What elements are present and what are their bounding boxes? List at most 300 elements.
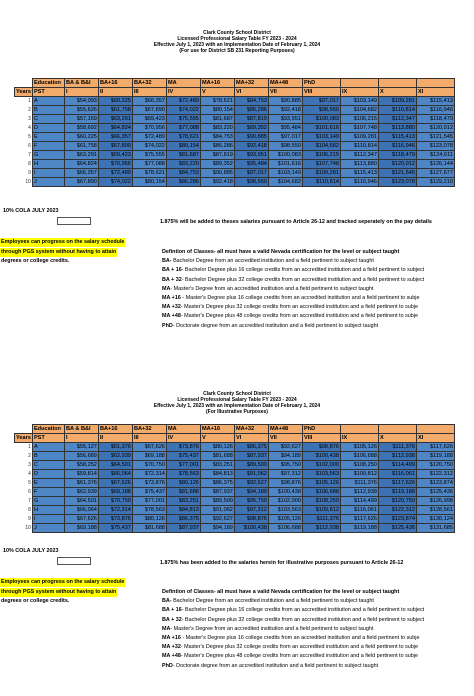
salary-cell[interactable]: $127,677 <box>416 169 454 178</box>
salary-cell[interactable]: $72,314 <box>98 506 132 515</box>
salary-cell[interactable]: $112,938 <box>340 488 378 497</box>
salary-cell[interactable]: $86,286 <box>166 178 200 187</box>
salary-cell[interactable]: $74,022 <box>166 106 200 115</box>
salary-cell[interactable]: $81,687 <box>166 151 200 160</box>
salary-cell[interactable]: $87,819 <box>234 115 268 124</box>
salary-cell[interactable]: $75,555 <box>166 115 200 124</box>
salary-cell[interactable]: $111,376 <box>302 515 340 524</box>
salary-cell[interactable]: $90,885 <box>200 169 234 178</box>
salary-cell[interactable]: $81,688 <box>132 524 166 533</box>
definition-text: - Master's Degree plus 32 college credits from an accredited institution and a field pertinent to subje <box>180 644 418 651</box>
salary-cell[interactable]: $78,621 <box>200 97 234 106</box>
salary-cell[interactable]: $89,352 <box>200 160 234 169</box>
table-row <box>15 506 455 515</box>
definition-key: PhD <box>162 322 173 329</box>
definition-text: - Bachelor Degree plus 16 college credits from an accredited institution and a field pertinent to subject <box>181 267 425 274</box>
definition-text: - Bachelor Degree plus 16 college credits from an accredited institution and a field pertinent to subject <box>181 607 425 614</box>
column-header-degree: PhD <box>302 79 340 88</box>
salary-cell[interactable]: $75,555 <box>132 151 166 160</box>
salary-cell[interactable]: $126,144 <box>416 160 454 169</box>
header-row-degrees <box>15 425 455 434</box>
salary-cell[interactable]: $86,286 <box>234 106 268 115</box>
pst-step[interactable]: A <box>32 97 64 106</box>
salary-cell[interactable]: $128,561 <box>416 506 454 515</box>
definition-key: BA + 32 <box>162 276 182 283</box>
salary-cell[interactable]: $80,154 <box>166 142 200 151</box>
salary-cell[interactable]: $109,281 <box>302 169 340 178</box>
salary-cell[interactable]: $108,250 <box>340 461 378 470</box>
salary-cell[interactable]: $67,626 <box>64 515 98 524</box>
salary-cell[interactable]: $106,215 <box>340 115 378 124</box>
salary-cell[interactable]: $92,418 <box>200 178 234 187</box>
salary-cell[interactable]: $98,876 <box>302 443 340 452</box>
salary-cell[interactable]: $70,750 <box>132 461 166 470</box>
definition-line <box>162 662 424 671</box>
definition-text: - Master's Degree from an accredited institution and a field pertinent to subject taught <box>170 625 374 632</box>
pst-step[interactable]: H <box>32 506 64 515</box>
column-header-class: IX <box>340 434 378 443</box>
definition-line <box>162 625 424 634</box>
salary-cell[interactable]: $95,484 <box>268 124 302 133</box>
salary-cell[interactable]: $84,753 <box>200 133 234 142</box>
salary-cell[interactable]: $94,189 <box>268 452 302 461</box>
salary-cell[interactable]: $70,956 <box>132 124 166 133</box>
salary-cell[interactable]: $69,188 <box>64 524 98 533</box>
salary-cell[interactable]: $66,357 <box>132 97 166 106</box>
salary-cell[interactable]: $83,220 <box>166 160 200 169</box>
table-row <box>15 470 455 479</box>
salary-cell[interactable]: $112,938 <box>302 524 340 533</box>
salary-cell[interactable]: $55,626 <box>64 106 98 115</box>
salary-cell[interactable]: $55,127 <box>64 443 98 452</box>
salary-cell[interactable]: $63,291 <box>64 151 98 160</box>
salary-cell[interactable]: $80,154 <box>200 106 234 115</box>
salary-cell[interactable]: $100,083 <box>268 151 302 160</box>
salary-cell[interactable]: $69,423 <box>132 115 166 124</box>
salary-cell[interactable]: $107,748 <box>302 160 340 169</box>
pst-step[interactable]: I <box>32 169 64 178</box>
column-header-degree: PhD <box>302 425 340 434</box>
column-header-degree: MA+16 <box>200 79 234 88</box>
title-line: (For use for District SB 231 Reporting Purposes) <box>179 48 295 54</box>
pst-step[interactable]: G <box>32 497 64 506</box>
column-header-class: IV <box>166 434 200 443</box>
salary-cell[interactable]: $121,545 <box>416 133 454 142</box>
salary-cell[interactable]: $60,225 <box>98 97 132 106</box>
salary-cell[interactable]: $66,064 <box>64 506 98 515</box>
cola-label: 10% COLA JULY 2023 <box>3 548 59 554</box>
salary-cell[interactable]: $93,951 <box>234 151 268 160</box>
salary-cell[interactable]: $116,061 <box>340 506 378 515</box>
salary-cell[interactable]: $78,621 <box>166 133 200 142</box>
salary-cell[interactable]: $125,436 <box>378 524 416 533</box>
column-header-class: X <box>378 88 416 97</box>
salary-cell[interactable]: $109,812 <box>302 506 340 515</box>
salary-cell[interactable]: $113,880 <box>340 160 378 169</box>
salary-cell[interactable]: $86,375 <box>200 479 234 488</box>
definition-text: - Bachelor Degree plus 32 college credits from an accredited institution and a field pertinent to subject <box>181 616 425 623</box>
column-header-class: I <box>64 88 98 97</box>
salary-cell[interactable]: $119,188 <box>340 524 378 533</box>
table-row <box>15 479 455 488</box>
salary-cell[interactable]: $64,501 <box>98 461 132 470</box>
progress-note-3: degrees or college credits. <box>1 598 70 604</box>
salary-cell[interactable]: $56,689 <box>64 452 98 461</box>
salary-cell[interactable]: $110,814 <box>378 106 416 115</box>
progress-note-3: degrees or college credits. <box>1 258 70 264</box>
salary-cell[interactable]: $89,352 <box>234 124 268 133</box>
salary-cell[interactable]: $80,126 <box>166 479 200 488</box>
salary-cell[interactable]: $97,017 <box>234 169 268 178</box>
salary-cell[interactable]: $60,225 <box>64 133 98 142</box>
pst-step[interactable]: I <box>32 515 64 524</box>
row-number: 2 <box>15 106 33 115</box>
salary-cell[interactable]: $66,357 <box>98 133 132 142</box>
salary-cell[interactable]: $77,088 <box>132 160 166 169</box>
salary-cell[interactable]: $107,748 <box>340 124 378 133</box>
salary-cell[interactable]: $77,001 <box>132 497 166 506</box>
salary-cell[interactable]: $110,814 <box>340 142 378 151</box>
salary-cell[interactable]: $120,750 <box>378 497 416 506</box>
salary-cell[interactable]: $98,550 <box>268 142 302 151</box>
salary-cell[interactable]: $120,012 <box>416 124 454 133</box>
column-header-degree: BA+32 <box>132 425 166 434</box>
salary-cell[interactable]: $106,688 <box>268 524 302 533</box>
salary-cell[interactable]: $67,890 <box>64 178 98 187</box>
definition-key: MA +16 <box>162 635 181 642</box>
salary-cell[interactable]: $97,017 <box>268 133 302 142</box>
salary-cell[interactable]: $77,001 <box>166 461 200 470</box>
salary-cell[interactable]: $74,022 <box>98 178 132 187</box>
salary-cell[interactable]: $116,061 <box>378 470 416 479</box>
salary-cell[interactable]: $92,418 <box>234 142 268 151</box>
salary-cell[interactable]: $109,812 <box>340 470 378 479</box>
salary-cell[interactable]: $92,627 <box>268 443 302 452</box>
salary-cell[interactable]: $89,500 <box>200 497 234 506</box>
salary-cell[interactable]: $115,413 <box>416 97 454 106</box>
salary-cell[interactable]: $129,210 <box>416 178 454 187</box>
row-number: 7 <box>15 151 33 160</box>
salary-cell[interactable]: $67,890 <box>98 142 132 151</box>
pst-step[interactable]: D <box>32 470 64 479</box>
salary-cell[interactable]: $62,939 <box>98 452 132 461</box>
salary-cell[interactable]: $87,937 <box>166 524 200 533</box>
column-header-degree <box>378 425 416 434</box>
salary-cell[interactable]: $58,252 <box>64 461 98 470</box>
pst-step[interactable]: E <box>32 479 64 488</box>
salary-cell[interactable]: $114,499 <box>340 497 378 506</box>
salary-cell[interactable]: $102,000 <box>302 461 340 470</box>
row-number: 6 <box>15 488 33 497</box>
salary-cell[interactable]: $101,616 <box>268 160 302 169</box>
salary-cell[interactable]: $118,479 <box>378 151 416 160</box>
salary-cell[interactable]: $80,126 <box>132 515 166 524</box>
salary-cell[interactable]: $123,078 <box>378 178 416 187</box>
pst-step[interactable]: D <box>32 124 64 133</box>
table-row <box>15 461 455 470</box>
salary-cell[interactable]: $72,489 <box>132 133 166 142</box>
progress-note-1: Employees can progress on the salary schedule <box>1 579 125 585</box>
salary-cell[interactable]: $106,688 <box>302 488 340 497</box>
column-header-degree: MA+48 <box>268 425 302 434</box>
definition-key: MA <box>162 285 171 292</box>
salary-cell[interactable]: $123,874 <box>416 479 454 488</box>
pst-step[interactable]: A <box>32 443 64 452</box>
cola-input-cell[interactable] <box>57 557 91 565</box>
salary-cell[interactable]: $112,347 <box>378 115 416 124</box>
salary-cell[interactable]: $103,149 <box>268 169 302 178</box>
row-number: 6 <box>15 142 33 151</box>
salary-cell[interactable]: $90,885 <box>234 133 268 142</box>
salary-cell[interactable]: $83,220 <box>200 124 234 133</box>
definition-text: Bachelor Degree from an accredited institution and a field pertinent to subject taught <box>171 258 374 265</box>
column-header-class: II <box>98 88 132 97</box>
definition-text: - Doctorate degree from an accredited institution and a field pertinent to subject taught <box>172 662 379 669</box>
salary-cell[interactable]: $72,489 <box>166 97 200 106</box>
salary-cell[interactable]: $75,437 <box>98 524 132 533</box>
salary-cell[interactable]: $97,312 <box>234 506 268 515</box>
salary-cell[interactable]: $86,375 <box>166 515 200 524</box>
salary-cell[interactable]: $100,438 <box>268 488 302 497</box>
salary-cell[interactable]: $97,017 <box>302 97 340 106</box>
salary-cell[interactable]: $80,154 <box>132 178 166 187</box>
salary-cell[interactable]: $109,281 <box>340 133 378 142</box>
salary-cell[interactable]: $109,281 <box>378 97 416 106</box>
salary-cell[interactable]: $101,616 <box>302 124 340 133</box>
salary-cell[interactable]: $62,939 <box>64 488 98 497</box>
column-header-class: VII <box>268 434 302 443</box>
salary-cell[interactable]: $115,413 <box>340 169 378 178</box>
table-row <box>15 497 455 506</box>
salary-cell[interactable]: $66,357 <box>64 169 98 178</box>
salary-cell[interactable]: $108,250 <box>302 497 340 506</box>
salary-cell[interactable]: $73,876 <box>98 515 132 524</box>
salary-cell[interactable]: $105,126 <box>340 443 378 452</box>
salary-cell[interactable]: $94,189 <box>200 524 234 533</box>
salary-cell[interactable]: $98,876 <box>234 515 268 524</box>
salary-cell[interactable]: $64,501 <box>64 497 98 506</box>
header-row-classes <box>15 434 455 443</box>
salary-cell[interactable]: $98,550 <box>302 106 340 115</box>
definition-text: Bachelor Degree from an accredited institution and a field pertinent to subject taught <box>171 598 374 605</box>
column-header-degree: MA+32 <box>234 79 268 88</box>
salary-cell[interactable]: $117,626 <box>378 479 416 488</box>
salary-cell[interactable]: $105,126 <box>302 479 340 488</box>
salary-cell[interactable]: $74,022 <box>132 142 166 151</box>
salary-cell[interactable]: $125,436 <box>416 488 454 497</box>
article-note: 1.875% will be added to theses salaries pursuant to Article 26-12 and tracked seperately on the pay details <box>160 219 432 225</box>
salary-cell[interactable]: $116,946 <box>416 106 454 115</box>
salary-cell[interactable]: $77,088 <box>166 124 200 133</box>
salary-cell[interactable]: $89,500 <box>234 461 268 470</box>
salary-cell[interactable]: $54,093 <box>64 97 98 106</box>
salary-cell[interactable]: $72,314 <box>132 470 166 479</box>
salary-cell[interactable]: $95,484 <box>234 160 268 169</box>
salary-cell[interactable]: $116,946 <box>378 142 416 151</box>
salary-cell[interactable]: $61,758 <box>98 106 132 115</box>
salary-cell[interactable]: $95,750 <box>268 461 302 470</box>
salary-cell[interactable]: $64,824 <box>98 124 132 133</box>
salary-cell[interactable]: $87,937 <box>234 452 268 461</box>
pst-step[interactable]: E <box>32 133 64 142</box>
salary-cell[interactable]: $113,880 <box>378 124 416 133</box>
salary-cell[interactable]: $120,750 <box>416 461 454 470</box>
salary-cell[interactable]: $69,188 <box>132 452 166 461</box>
salary-cell[interactable]: $100,438 <box>234 524 268 533</box>
salary-cell[interactable]: $72,489 <box>98 169 132 178</box>
salary-cell[interactable]: $87,819 <box>200 151 234 160</box>
column-header-class: PST <box>32 434 64 443</box>
definition-key: PhD <box>162 662 173 669</box>
salary-cell[interactable]: $64,824 <box>64 160 98 169</box>
salary-cell[interactable]: $110,814 <box>302 178 340 187</box>
pst-step[interactable]: C <box>32 461 64 470</box>
column-header-degree <box>416 425 454 434</box>
salary-cell[interactable]: $70,750 <box>98 497 132 506</box>
pst-step[interactable]: H <box>32 160 64 169</box>
salary-cell[interactable]: $70,956 <box>98 160 132 169</box>
salary-cell[interactable]: $123,078 <box>416 142 454 151</box>
salary-cell[interactable]: $91,062 <box>200 506 234 515</box>
salary-cell[interactable]: $120,012 <box>378 160 416 169</box>
salary-cell[interactable]: $80,126 <box>200 443 234 452</box>
salary-cell[interactable]: $83,251 <box>166 497 200 506</box>
salary-cell[interactable]: $69,188 <box>98 488 132 497</box>
title-line: Effective July 1, 2023 with an Implementation Date of February 1, 2024 <box>153 403 321 409</box>
salary-cell[interactable]: $67,626 <box>132 443 166 452</box>
salary-cell[interactable]: $86,286 <box>200 142 234 151</box>
salary-cell[interactable]: $73,876 <box>132 479 166 488</box>
salary-cell[interactable]: $116,946 <box>340 178 378 187</box>
salary-cell[interactable]: $95,750 <box>234 497 268 506</box>
salary-cell[interactable]: $124,611 <box>416 151 454 160</box>
salary-cell[interactable]: $123,874 <box>378 515 416 524</box>
definition-key: BA- <box>162 598 172 605</box>
salary-cell[interactable]: $93,951 <box>268 115 302 124</box>
row-number: 1 <box>15 443 33 452</box>
title-line: Licensed Professional Salary Table FY 2023 - 2024 <box>177 397 297 403</box>
column-header-class: V <box>200 88 234 97</box>
salary-cell[interactable]: $94,189 <box>234 488 268 497</box>
salary-cell[interactable]: $102,000 <box>268 497 302 506</box>
salary-cell[interactable]: $112,938 <box>378 452 416 461</box>
salary-cell[interactable]: $59,814 <box>64 470 98 479</box>
salary-cell[interactable]: $87,937 <box>200 488 234 497</box>
salary-cell[interactable]: $75,437 <box>132 488 166 497</box>
definition-key: MA <box>162 625 171 632</box>
pst-step[interactable]: G <box>32 151 64 160</box>
row-number-blank <box>15 425 33 434</box>
salary-cell[interactable]: $119,188 <box>378 488 416 497</box>
salary-cell[interactable]: $78,563 <box>132 506 166 515</box>
salary-cell[interactable]: $126,998 <box>416 497 454 506</box>
salary-cell[interactable]: $103,149 <box>302 133 340 142</box>
salary-cell[interactable]: $78,563 <box>166 470 200 479</box>
salary-cell[interactable]: $58,692 <box>64 124 98 133</box>
salary-cell[interactable]: $83,251 <box>200 461 234 470</box>
salary-cell[interactable]: $104,682 <box>302 142 340 151</box>
salary-cell[interactable]: $73,876 <box>166 443 200 452</box>
pst-step[interactable]: B <box>32 452 64 461</box>
salary-cell[interactable]: $61,376 <box>98 443 132 452</box>
salary-cell[interactable]: $78,621 <box>132 169 166 178</box>
salary-cell[interactable]: $105,126 <box>268 515 302 524</box>
pst-step[interactable]: F <box>32 142 64 151</box>
salary-cell[interactable]: $66,064 <box>98 470 132 479</box>
salary-cell[interactable]: $122,312 <box>416 470 454 479</box>
salary-cell[interactable]: $57,159 <box>64 115 98 124</box>
salary-cell[interactable]: $84,753 <box>166 169 200 178</box>
salary-cell[interactable]: $106,688 <box>340 452 378 461</box>
salary-cell[interactable]: $106,215 <box>302 151 340 160</box>
pst-step[interactable]: C <box>32 115 64 124</box>
salary-cell[interactable]: $98,876 <box>268 479 302 488</box>
definition-key: MA +32 <box>162 304 181 311</box>
salary-cell[interactable]: $100,438 <box>302 452 340 461</box>
definition-key: BA + 16 <box>162 267 182 274</box>
salary-cell[interactable]: $118,479 <box>416 115 454 124</box>
column-header-class: VIII <box>302 434 340 443</box>
salary-cell[interactable]: $119,188 <box>416 452 454 461</box>
column-header-degree: MA+48 <box>268 79 302 88</box>
salary-cell[interactable]: $84,813 <box>200 470 234 479</box>
salary-cell[interactable]: $104,682 <box>268 178 302 187</box>
salary-cell[interactable]: $67,626 <box>98 479 132 488</box>
salary-cell[interactable]: $81,688 <box>166 488 200 497</box>
pst-step[interactable]: J <box>32 178 64 187</box>
salary-cell[interactable]: $84,753 <box>234 97 268 106</box>
pst-step[interactable]: F <box>32 488 64 497</box>
salary-cell[interactable]: $92,627 <box>200 515 234 524</box>
salary-cell[interactable]: $114,499 <box>378 461 416 470</box>
salary-cell[interactable]: $86,375 <box>234 443 268 452</box>
salary-cell[interactable]: $98,550 <box>234 178 268 187</box>
salary-cell[interactable]: $122,312 <box>378 506 416 515</box>
salary-cell[interactable]: $69,423 <box>98 151 132 160</box>
salary-cell[interactable]: $81,687 <box>200 115 234 124</box>
salary-cell[interactable]: $103,149 <box>340 97 378 106</box>
pst-step[interactable]: B <box>32 106 64 115</box>
salary-cell[interactable]: $67,890 <box>132 106 166 115</box>
salary-cell[interactable]: $103,563 <box>302 470 340 479</box>
salary-cell[interactable]: $115,413 <box>378 133 416 142</box>
years-header: Years <box>16 89 31 95</box>
salary-cell[interactable]: $63,291 <box>98 115 132 124</box>
salary-cell[interactable]: $131,685 <box>416 524 454 533</box>
salary-cell[interactable]: $61,376 <box>64 479 98 488</box>
salary-cell[interactable]: $117,626 <box>340 515 378 524</box>
salary-cell[interactable]: $97,312 <box>268 470 302 479</box>
salary-cell[interactable]: $111,376 <box>378 443 416 452</box>
salary-cell[interactable]: $130,124 <box>416 515 454 524</box>
salary-cell[interactable]: $81,688 <box>200 452 234 461</box>
salary-cell[interactable]: $61,758 <box>64 142 98 151</box>
salary-cell[interactable]: $112,347 <box>340 151 378 160</box>
salary-cell[interactable]: $91,062 <box>234 470 268 479</box>
salary-cell[interactable]: $92,627 <box>234 479 268 488</box>
salary-cell[interactable]: $92,418 <box>268 106 302 115</box>
salary-cell[interactable]: $90,885 <box>268 97 302 106</box>
salary-cell[interactable]: $117,626 <box>416 443 454 452</box>
pst-step[interactable]: J <box>32 524 64 533</box>
salary-cell[interactable]: $103,563 <box>268 506 302 515</box>
salary-cell[interactable]: $104,682 <box>340 106 378 115</box>
salary-cell[interactable]: $111,376 <box>340 479 378 488</box>
salary-cell[interactable]: $84,813 <box>166 506 200 515</box>
salary-cell[interactable]: $75,437 <box>166 452 200 461</box>
salary-cell[interactable]: $121,545 <box>378 169 416 178</box>
salary-cell[interactable]: $100,083 <box>302 115 340 124</box>
